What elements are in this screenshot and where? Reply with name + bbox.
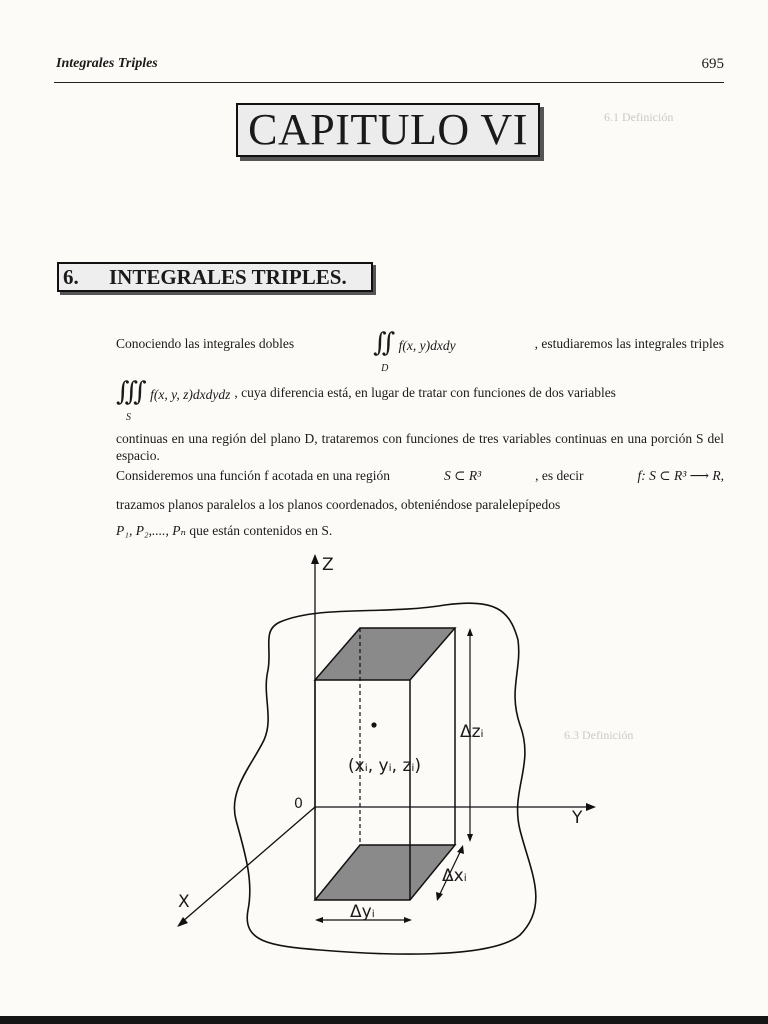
- paragraph2-mid: , es decir: [535, 468, 584, 483]
- paragraph1-continuation: continuas en una región del plano D, trataremos con funciones de tres variables continuas en una porción S del espacio.: [116, 431, 724, 463]
- triple-integral-region: S: [126, 412, 131, 423]
- bottom-face: [315, 845, 455, 900]
- triple-integral: [116, 377, 231, 423]
- delta-x-arrow-top-icon: [457, 845, 464, 854]
- triple-integral-sign-icon: ∭: [116, 377, 147, 406]
- origin-label: 0: [294, 796, 303, 812]
- double-integral-integrand: f(x, y)dxdy: [398, 338, 456, 353]
- paragraph2-lead: Consideremos una función f acotada en una región: [116, 468, 391, 483]
- top-face: [315, 628, 455, 680]
- z-axis-arrow-icon: [311, 554, 319, 564]
- running-header-title: Integrales Triples: [56, 56, 158, 71]
- paragraph2-line2: trazamos planos paralelos a los planos coordenados, obteniéndose paralelepípedos: [116, 497, 561, 512]
- section-heading-box: [57, 262, 373, 292]
- triple-integral-integrand: f(x, y, z)dxdydz: [150, 387, 231, 402]
- double-integral-region: D: [381, 363, 389, 374]
- header-rule: [54, 82, 724, 83]
- paragraph1-line1: [116, 328, 724, 374]
- paragraph1-mid: , estudiaremos las integrales triples: [534, 336, 724, 351]
- parallelepiped-figure: [170, 550, 610, 970]
- axis-label-y: Y: [572, 808, 583, 828]
- paragraph2-line3: [116, 522, 724, 539]
- delta-x-label: Δxᵢ: [442, 866, 467, 886]
- function-map: f: S ⊂ R³ ⟶ R,: [637, 468, 724, 483]
- paragraph1-line2: [116, 377, 724, 423]
- region-set: S ⊂ R³: [444, 468, 482, 483]
- chapter-title: CAPITULO VI: [248, 105, 528, 154]
- point-label: (xᵢ, yᵢ, zᵢ): [348, 756, 422, 776]
- page-number: 695: [701, 56, 724, 72]
- delta-x-arrow-bottom-icon: [436, 892, 443, 901]
- parallelepiped-list: P₁, P₂,...., Pₙ: [116, 523, 186, 538]
- delta-y-label: Δyᵢ: [350, 902, 375, 922]
- delta-y-arrow-left-icon: [315, 917, 323, 923]
- scan-edge: [0, 1016, 768, 1024]
- delta-z-arrow-bottom-icon: [467, 834, 473, 842]
- delta-z-label: Δzᵢ: [460, 722, 484, 742]
- section-number: 6.: [63, 264, 79, 289]
- delta-z-arrow-top-icon: [467, 628, 473, 636]
- axis-label-x: X: [178, 892, 190, 912]
- section-title: INTEGRALES TRIPLES.: [109, 264, 347, 289]
- paragraph1-lead: Conociendo las integrales dobles: [116, 336, 295, 351]
- bleed-through-text: 6.1 Definición: [604, 110, 674, 124]
- paragraph1-tail: , cuya diferencia está, en lugar de tratar con funciones de dos variables: [234, 385, 616, 400]
- delta-y-arrow-right-icon: [404, 917, 412, 923]
- chapter-title-box: [236, 103, 540, 157]
- paragraph2-line1: [116, 467, 724, 484]
- y-axis-arrow-icon: [586, 803, 596, 811]
- paragraph2-tail: que están contenidos en S.: [189, 523, 333, 538]
- double-integral-sign-icon: ∬: [373, 328, 396, 357]
- double-integral: [373, 328, 456, 374]
- sample-point: [371, 722, 376, 727]
- axis-label-z: Z: [322, 555, 334, 575]
- bleed-through-text: 6.3 Definición: [564, 728, 634, 742]
